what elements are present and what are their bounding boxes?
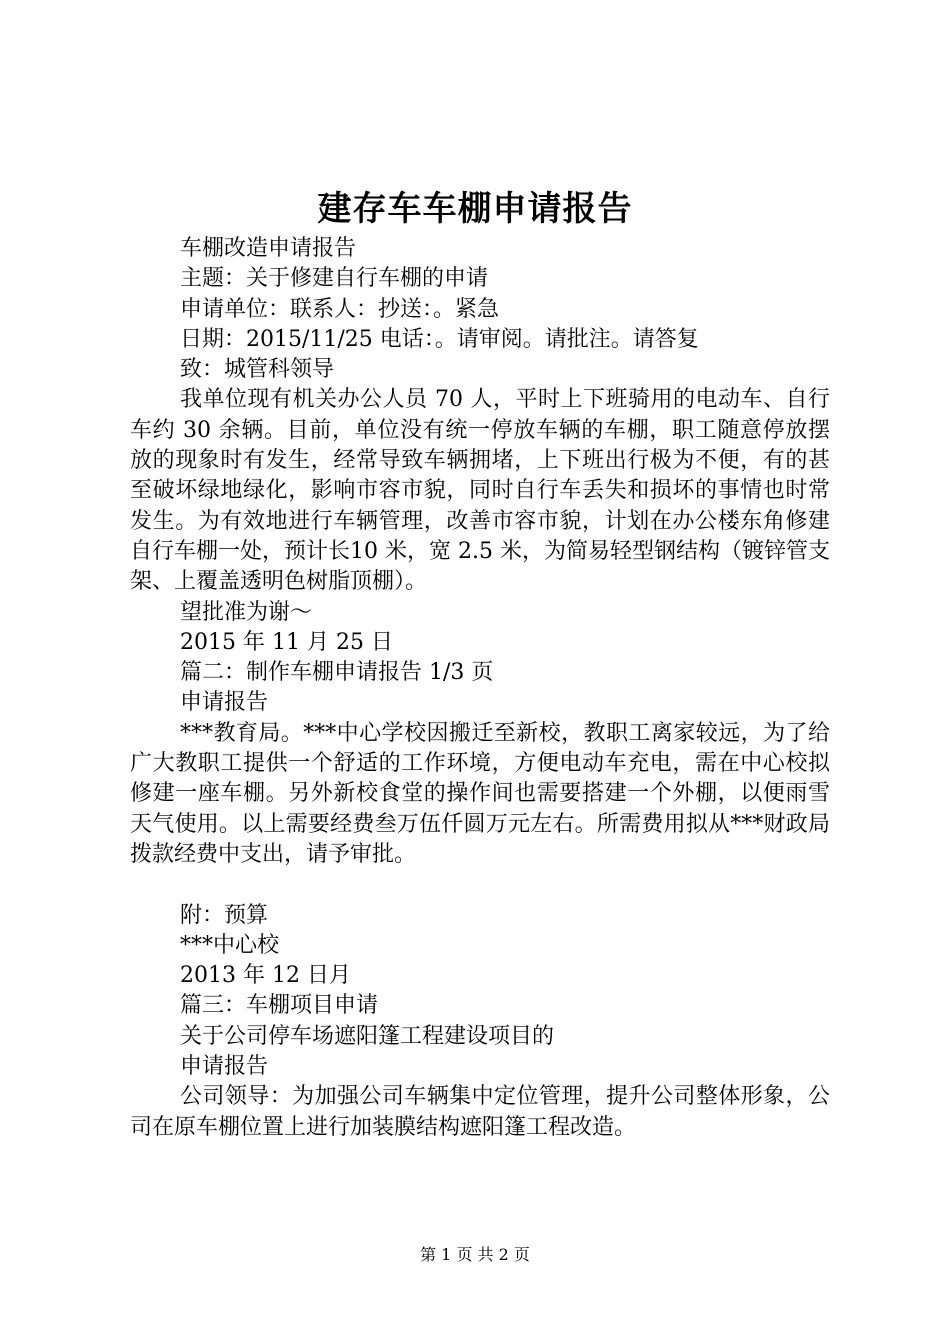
paragraph: 申请单位：联系人：抄送：。紧急 <box>180 296 500 322</box>
paragraph: 2015 年 11 月 25 日 <box>180 629 393 655</box>
paragraph: 关于公司停车场遮阳篷工程建设项目的 <box>180 1023 555 1049</box>
paragraph: 篇二：制作车棚申请报告 1/3 页 <box>180 660 494 686</box>
paragraph: 申请报告 <box>180 690 269 716</box>
document-title: 建存车车棚申请报告 <box>317 189 633 229</box>
paragraph: 我单位现有机关办公人员 70 人，平时上下班骑用的电动车、自行车约 30 余辆。目前，单位没有统一停放车辆的车棚，职工随意停放摆放的现象时有发生，经常导致车辆拥堵，上下班出行极为不便，有的甚至破坏绿地绿化，影响市容市貌，同时自行车丢失和损坏的事情也时常发生。为有效地进行车辆管理，改善市容市貌，计划在办公楼东角修建自行车棚一处，预计长10 米，宽 2.5 米，为简易轻型钢结构（镀锌管支架、上覆盖透明色树脂顶棚）。 <box>130 387 830 595</box>
paragraph: ***中心校 <box>180 932 280 958</box>
paragraph: 致：城管科领导 <box>180 357 335 383</box>
document-body <box>130 234 830 1143</box>
blank-line <box>130 870 830 900</box>
paragraph: 申请报告 <box>180 1054 269 1080</box>
paragraph: 车棚改造申请报告 <box>180 236 357 261</box>
paragraph: 2013 年 12 日月 <box>180 963 351 989</box>
paragraph: ***教育局。***中心学校因搬迁至新校，教职工离家较远，为了给广大教职工提供一个舒适的工作环境，方便电动车充电，需在中心校拟修建一座车棚。另外新校食堂的操作间也需要搭建一个外棚，以便雨雪天气使用。以上需要经费叁万伍仟圆万元左右。所需费用拟从***财政局拨款经费中支出，请予审批。 <box>130 720 830 867</box>
paragraph: 附：预算 <box>180 902 269 928</box>
paragraph: 日期：2015/11/25 电话：。请审阅。请批注。请答复 <box>180 326 699 352</box>
page-footer: 第 1 页 共 2 页 <box>420 1245 530 1264</box>
paragraph: 公司领导：为加强公司车辆集中定位管理，提升公司整体形象，公司在原车棚位置上进行加装膜结构遮阳篷工程改造。 <box>130 1084 830 1140</box>
paragraph: 望批准为谢～ <box>180 599 313 625</box>
paragraph: 主题：关于修建自行车棚的申请 <box>180 266 489 292</box>
paragraph: 篇三：车棚项目申请 <box>180 993 379 1019</box>
